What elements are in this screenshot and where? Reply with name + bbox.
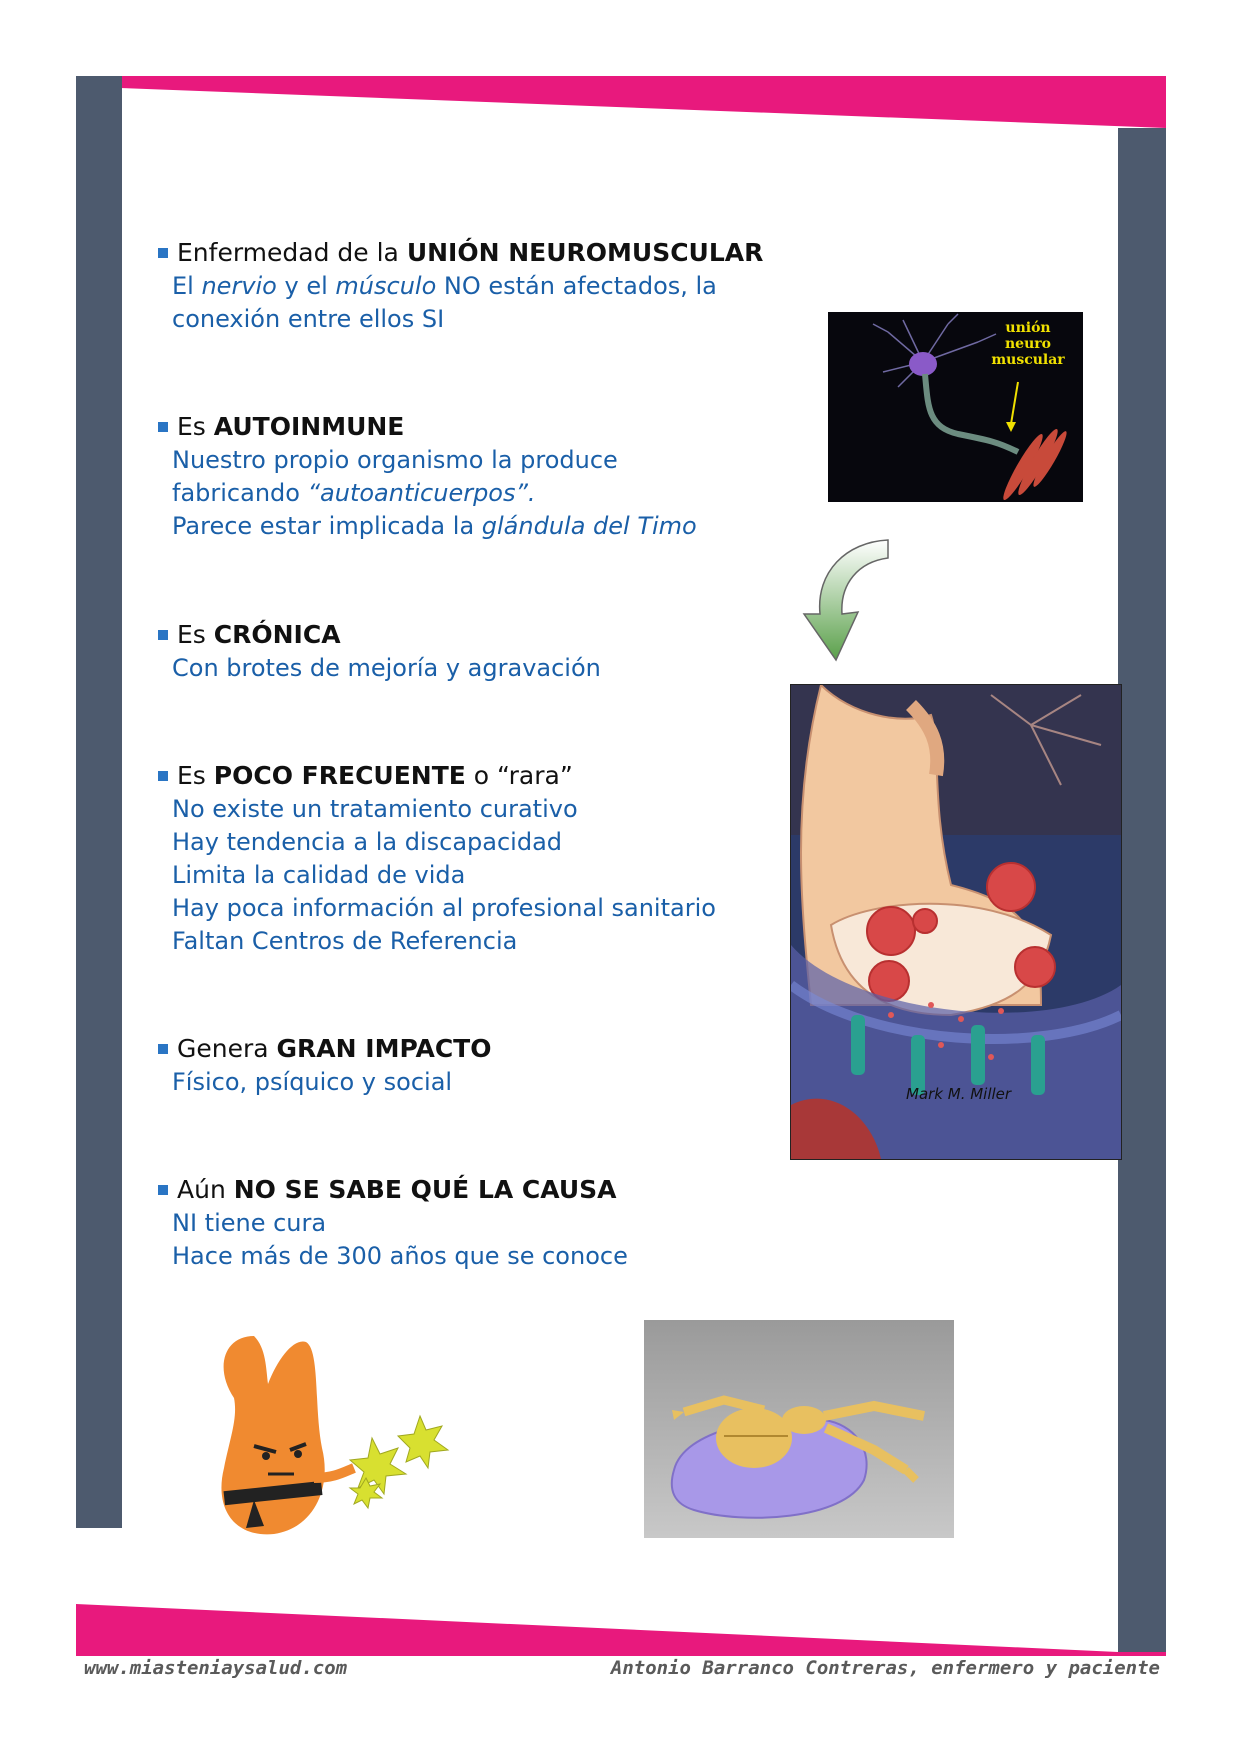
neuron-image — [828, 312, 1083, 502]
heading-prefix: Es — [177, 761, 214, 790]
section-body-line — [172, 652, 601, 685]
section-body-line — [172, 1066, 492, 1099]
body-text: Hay tendencia a la discapacidad — [172, 828, 563, 856]
curved-arrow-icon — [796, 532, 896, 667]
section-cronica — [158, 618, 601, 685]
heading-keyword: AUTOINMUNE — [213, 412, 405, 441]
section-impacto — [158, 1032, 492, 1099]
section-heading — [158, 410, 697, 444]
mannequin-illustration — [644, 1320, 954, 1538]
left-slate-bar — [76, 76, 122, 1528]
body-text: Limita la calidad de vida — [172, 861, 466, 889]
neuron-label-2: neuro — [1005, 336, 1051, 352]
body-text: No existe un tratamiento curativo — [172, 795, 578, 823]
heading-keyword: POCO FRECUENTE — [213, 761, 466, 790]
square-bullet-icon — [158, 1185, 168, 1195]
emphasis-text: “autoanticuerpos”. — [307, 479, 536, 507]
heading-prefix: Es — [177, 412, 214, 441]
neuron-label-3: muscular — [991, 352, 1065, 368]
section-heading — [158, 236, 763, 270]
section-body-line — [172, 859, 716, 892]
section-body-line — [172, 510, 697, 543]
body-text: Físico, psíquico y social — [172, 1068, 453, 1096]
body-text: El — [172, 272, 202, 300]
square-bullet-icon — [158, 771, 168, 781]
heading-prefix: Es — [177, 620, 214, 649]
body-text: fabricando — [172, 479, 308, 507]
section-body-line — [172, 1240, 628, 1273]
body-text: conexión entre ellos SI — [172, 305, 445, 333]
square-bullet-icon — [158, 1044, 168, 1054]
heading-prefix: Aún — [177, 1175, 234, 1204]
body-text: NI tiene cura — [172, 1209, 327, 1237]
square-bullet-icon — [158, 248, 168, 258]
heading-suffix: o “rara” — [465, 761, 573, 790]
heading-keyword: CRÓNICA — [213, 620, 341, 649]
section-body-line — [172, 477, 697, 510]
section-heading — [158, 618, 601, 652]
heading-keyword: UNIÓN NEUROMUSCULAR — [406, 238, 764, 267]
body-text: NO están afectados, la — [436, 272, 717, 300]
synapse-image — [790, 684, 1122, 1160]
body-text: y el — [276, 272, 336, 300]
heading-prefix: Enfermedad de la — [177, 238, 407, 267]
right-slate-bar — [1118, 128, 1166, 1656]
neuron-label-1: unión — [1005, 320, 1051, 336]
body-text: Hace más de 300 años que se conoce — [172, 1242, 628, 1270]
section-body-line — [172, 270, 763, 303]
heading-prefix: Genera — [177, 1034, 277, 1063]
karate-cartoon-image — [194, 1328, 474, 1548]
emphasis-text: glándula del Timo — [481, 512, 697, 540]
section-body-line — [172, 793, 716, 826]
section-body-line — [172, 444, 697, 477]
heading-keyword: NO SE SABE QUÉ LA CAUSA — [233, 1175, 617, 1204]
emphasis-text: nervio — [201, 272, 277, 300]
body-text: Con brotes de mejoría y agravación — [172, 654, 601, 682]
section-body-line — [172, 925, 716, 958]
body-text: Parece estar implicada la — [172, 512, 482, 540]
synapse-credit: Mark M. Miller — [906, 1085, 1012, 1103]
section-body-line — [172, 1207, 628, 1240]
section-body-line — [172, 303, 763, 336]
neuron-body — [909, 352, 937, 376]
section-neuromuscular — [158, 236, 763, 336]
section-body-line — [172, 892, 716, 925]
footer-website: www.miasteniaysalud.com — [84, 1657, 348, 1679]
body-text: Faltan Centros de Referencia — [172, 927, 518, 955]
heading-keyword: GRAN IMPACTO — [276, 1034, 492, 1063]
section-heading — [158, 759, 716, 793]
emphasis-text: músculo — [335, 272, 437, 300]
top-pink-band — [76, 76, 1166, 128]
section-heading — [158, 1032, 492, 1066]
section-poco-frecuente — [158, 759, 716, 958]
section-body-line — [172, 826, 716, 859]
square-bullet-icon — [158, 630, 168, 640]
body-text: Nuestro propio organismo la produce — [172, 446, 618, 474]
bottom-pink-band — [76, 1604, 1166, 1656]
mannequin-pillow-image — [644, 1320, 954, 1538]
footer-author: Antonio Barranco Contreras, enfermero y paciente — [610, 1657, 1160, 1679]
section-autoinmune — [158, 410, 697, 543]
section-heading — [158, 1173, 628, 1207]
square-bullet-icon — [158, 422, 168, 432]
body-text: Hay poca información al profesional sanitario — [172, 894, 716, 922]
section-causa — [158, 1173, 628, 1273]
